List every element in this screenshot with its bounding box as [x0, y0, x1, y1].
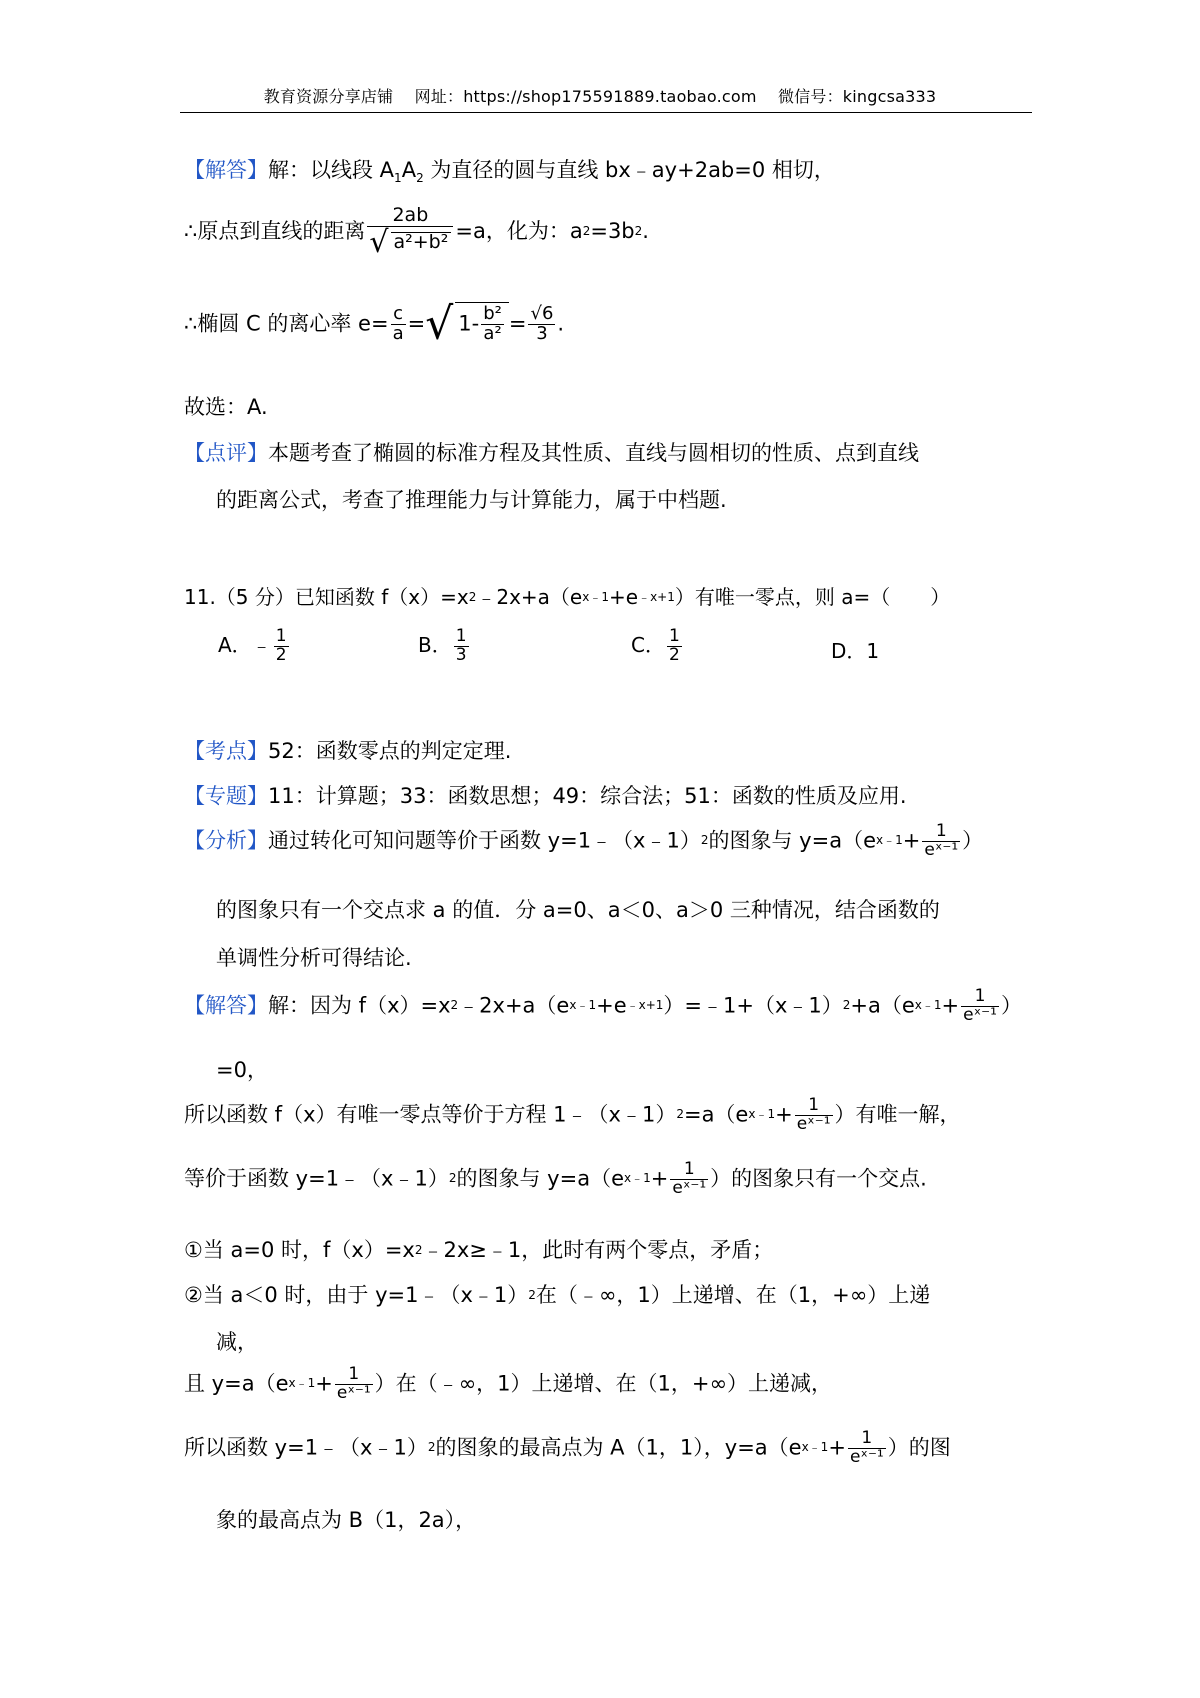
- text: 52：函数零点的判定定理.: [268, 739, 512, 763]
- fraction: [670, 1161, 708, 1198]
- text: +: [650, 1166, 669, 1191]
- jieda-tag: 【解答】: [184, 993, 268, 1018]
- zhuanti-line: [184, 786, 907, 807]
- text: +e: [609, 585, 639, 609]
- fraction-c-a: [391, 305, 406, 344]
- text: ）的图象只有一个交点.: [710, 1166, 927, 1191]
- text: 解：以线段 A: [268, 158, 395, 182]
- superscript: 2: [468, 590, 477, 604]
- numerator: √6: [530, 303, 554, 324]
- radicand: [455, 302, 509, 344]
- numerator: 1: [348, 1364, 360, 1384]
- text: =a（e: [683, 1102, 749, 1127]
- text: 所以函数 f（x）有唯一零点等价于方程 1﹣（x﹣1）: [184, 1102, 677, 1127]
- text: 的图象与 y=a（e: [456, 1166, 624, 1191]
- text: ）在（﹣∞，1）上递增、在（1，+∞）上递减，: [374, 1371, 832, 1396]
- text: 1-: [458, 311, 480, 336]
- superscript: x﹣1: [748, 1107, 776, 1122]
- superscript: 2: [450, 998, 459, 1013]
- text: 的图象与 y=a（e: [708, 828, 876, 853]
- header-divider: [180, 112, 1032, 113]
- zhuanti-tag: 【专题】: [184, 784, 268, 808]
- jieda-line-10: [216, 1510, 476, 1531]
- numerator: 2ab: [392, 204, 429, 226]
- superscript: 2: [842, 998, 851, 1013]
- text: =3b: [590, 219, 635, 244]
- option-label: A．﹣: [218, 632, 272, 657]
- distance-line: [184, 206, 649, 258]
- answer-line-1: [184, 160, 835, 184]
- jieda-line-4: [184, 1161, 927, 1198]
- text: 等价于函数 y=1﹣（x﹣1）: [184, 1166, 449, 1191]
- denominator: [367, 226, 453, 259]
- option-fraction: [667, 628, 682, 665]
- text: 为直径的圆与直线 bx﹣ay+2ab=0 相切，: [423, 158, 835, 182]
- text: .: [642, 219, 649, 244]
- denominator: eˣ⁻¹: [796, 1113, 831, 1134]
- text: 在（﹣∞，1）上递增、在（1，+∞）上递: [535, 1283, 931, 1307]
- wechat-id: 微信号：kingcsa333: [777, 87, 937, 106]
- numerator: 1: [974, 986, 986, 1006]
- text: ﹣2x+a（e: [458, 993, 570, 1018]
- numerator: 1: [668, 626, 680, 646]
- text: 解：因为 f（x）=x: [268, 993, 451, 1018]
- option-fraction: [454, 628, 469, 665]
- fraction: [335, 1366, 373, 1403]
- text: 的距离公式，考查了推理能力与计算能力，属于中档题.: [216, 488, 727, 512]
- text: ①当 a=0 时，f（x）=x: [184, 1238, 415, 1262]
- superscript: x﹣1: [801, 1440, 829, 1455]
- text: +: [828, 1435, 846, 1460]
- numerator: b²: [483, 303, 502, 324]
- denominator: 2: [668, 644, 680, 665]
- text: ）的图: [887, 1435, 951, 1460]
- text: =: [508, 311, 527, 336]
- option-c[interactable]: [631, 628, 684, 665]
- choice-line: [184, 397, 268, 418]
- text: ）有唯一零点，则 a=（ ）: [674, 585, 951, 609]
- text: ）有唯一解，: [834, 1102, 961, 1127]
- denominator: eˣ⁻¹: [336, 1382, 371, 1403]
- superscript: 2: [676, 1107, 684, 1122]
- fraction-root6-3: [528, 305, 555, 344]
- denominator: a: [392, 322, 404, 344]
- denominator: a²: [481, 324, 504, 344]
- text: 11.（5 分）已知函数 f（x）=x: [184, 585, 469, 609]
- subscript: 2: [416, 171, 424, 186]
- denominator: 3: [455, 644, 467, 665]
- jieda-line-8: [184, 1366, 832, 1403]
- comment-tag: 【点评】: [184, 441, 268, 465]
- text: 减，: [216, 1330, 258, 1354]
- superscript: x﹣1: [624, 1171, 651, 1186]
- superscript: x﹣1: [288, 1376, 316, 1391]
- radicand: a²+b²: [391, 232, 452, 253]
- denominator: eˣ⁻¹: [849, 1446, 884, 1467]
- text: ）: [1000, 993, 1022, 1018]
- text: +: [315, 1371, 333, 1396]
- superscript: 2: [700, 833, 709, 848]
- text: .: [557, 311, 565, 336]
- sqrt-icon: √: [369, 224, 389, 260]
- text: 通过转化可知问题等价于函数 y=1﹣（x﹣1）: [268, 828, 701, 853]
- text: +: [941, 993, 960, 1018]
- jieda-line-1: [184, 988, 1022, 1025]
- numerator: 1: [683, 1159, 695, 1179]
- numerator: 1: [275, 626, 287, 646]
- numerator: 1: [935, 821, 947, 841]
- text: 的图象的最高点为 A（1，1），y=a（e: [435, 1435, 802, 1460]
- superscript: 2: [448, 1171, 457, 1186]
- option-b[interactable]: [418, 628, 471, 665]
- superscript: ﹣x+1: [638, 590, 675, 604]
- option-label: B．: [418, 632, 452, 657]
- fenxi-line-1: [184, 823, 983, 860]
- text: ）=﹣1+（x﹣1）: [663, 993, 843, 1018]
- comment-line-2: [216, 490, 727, 511]
- denominator: 3: [528, 324, 555, 344]
- jieda-line-9: [184, 1430, 951, 1467]
- fenxi-tag: 【分析】: [184, 828, 268, 853]
- text: ∴椭圆 C 的离心率 e=: [184, 311, 389, 336]
- jieda-line-3: [184, 1097, 961, 1134]
- eccentricity-line: ∴椭圆 C 的离心率 e= $\frac{c}{a}$ =√ 1- $\frac{\text{b²}}{\text{a²}}$ = $\frac{√6}{3}$ .: [184, 298, 565, 350]
- superscript: 2: [634, 224, 643, 239]
- superscript: 2: [582, 224, 591, 239]
- option-d[interactable]: [831, 641, 879, 661]
- jieda-line-5: [184, 1240, 773, 1261]
- kaodian-tag: 【考点】: [184, 739, 268, 763]
- jieda-line-2: [216, 1060, 268, 1081]
- text: 本题考查了椭圆的标准方程及其性质、直线与圆相切的性质、点到直线: [268, 441, 919, 465]
- text: 象的最高点为 B（1，2a），: [216, 1508, 477, 1532]
- superscript: 2: [528, 1288, 536, 1302]
- superscript: ﹣x+1: [626, 998, 664, 1013]
- numerator: 1: [455, 626, 467, 646]
- distance-fraction: [367, 206, 453, 258]
- shop-url: 网址：https://shop175591889.taobao.com: [414, 87, 757, 106]
- fenxi-line-3: [216, 948, 412, 969]
- text: +: [775, 1102, 793, 1127]
- fraction: [795, 1097, 833, 1134]
- superscript: x﹣1: [569, 998, 597, 1013]
- text: +e: [596, 993, 627, 1018]
- question-11-stem: [184, 587, 950, 607]
- text: 单调性分析可得结论.: [216, 946, 412, 970]
- question-11-options: [0, 628, 1200, 678]
- jieda-line-6: [184, 1285, 930, 1306]
- numerator: 1: [808, 1095, 820, 1115]
- superscript: 2: [427, 1440, 436, 1455]
- text: ②当 a＜0 时，由于 y=1﹣（x﹣1）: [184, 1283, 529, 1307]
- fraction-b2-a2: [481, 305, 504, 344]
- denominator: 2: [275, 644, 287, 665]
- text: 的图象只有一个交点求 a 的值．分 a=0、a＜0、a＞0 三种情况，结合函数的: [216, 898, 940, 922]
- text: =a，化为：a: [455, 219, 583, 244]
- fraction: [922, 823, 960, 860]
- text: ﹣2x≥﹣1，此时有两个零点，矛盾；: [422, 1238, 774, 1262]
- text: =0，: [216, 1058, 268, 1082]
- option-label: D．1: [831, 639, 880, 663]
- text: +: [902, 828, 921, 853]
- denominator: eˣ⁻¹: [924, 839, 959, 860]
- fenxi-line-2: [216, 900, 940, 921]
- option-label: C．: [631, 632, 665, 657]
- denominator: eˣ⁻¹: [672, 1177, 707, 1198]
- text: ∴原点到直线的距离: [184, 219, 366, 244]
- answer-tag: 【解答】: [184, 158, 268, 182]
- text: +a（e: [850, 993, 915, 1018]
- option-fraction: [274, 628, 289, 665]
- jieda-line-7: [216, 1332, 258, 1353]
- sqrt-icon: √: [425, 298, 454, 350]
- text: 故选：A.: [184, 395, 268, 419]
- numerator: 1: [861, 1428, 873, 1448]
- denominator: eˣ⁻¹: [963, 1004, 997, 1025]
- text: A: [401, 158, 417, 182]
- text: 所以函数 y=1﹣（x﹣1）: [184, 1435, 428, 1460]
- shop-name: 教育资源分享店铺: [263, 87, 394, 106]
- text: ﹣2x+a（e: [476, 585, 583, 609]
- numerator: c: [393, 303, 404, 324]
- fraction: [961, 988, 999, 1025]
- superscript: 2: [414, 1243, 423, 1257]
- superscript: x﹣1: [582, 590, 609, 604]
- option-a[interactable]: [218, 628, 291, 665]
- fraction: [848, 1430, 886, 1467]
- text: ）: [962, 828, 984, 853]
- subscript: 1: [394, 171, 402, 186]
- page-header: [0, 84, 1200, 107]
- text: 且 y=a（e: [184, 1371, 289, 1396]
- superscript: x﹣1: [876, 833, 903, 848]
- comment-line-1: [184, 443, 919, 464]
- superscript: x﹣1: [914, 998, 942, 1013]
- text: 11：计算题；33：函数思想；49：综合法；51：函数的性质及应用.: [268, 784, 907, 808]
- kaodian-line: [184, 741, 511, 762]
